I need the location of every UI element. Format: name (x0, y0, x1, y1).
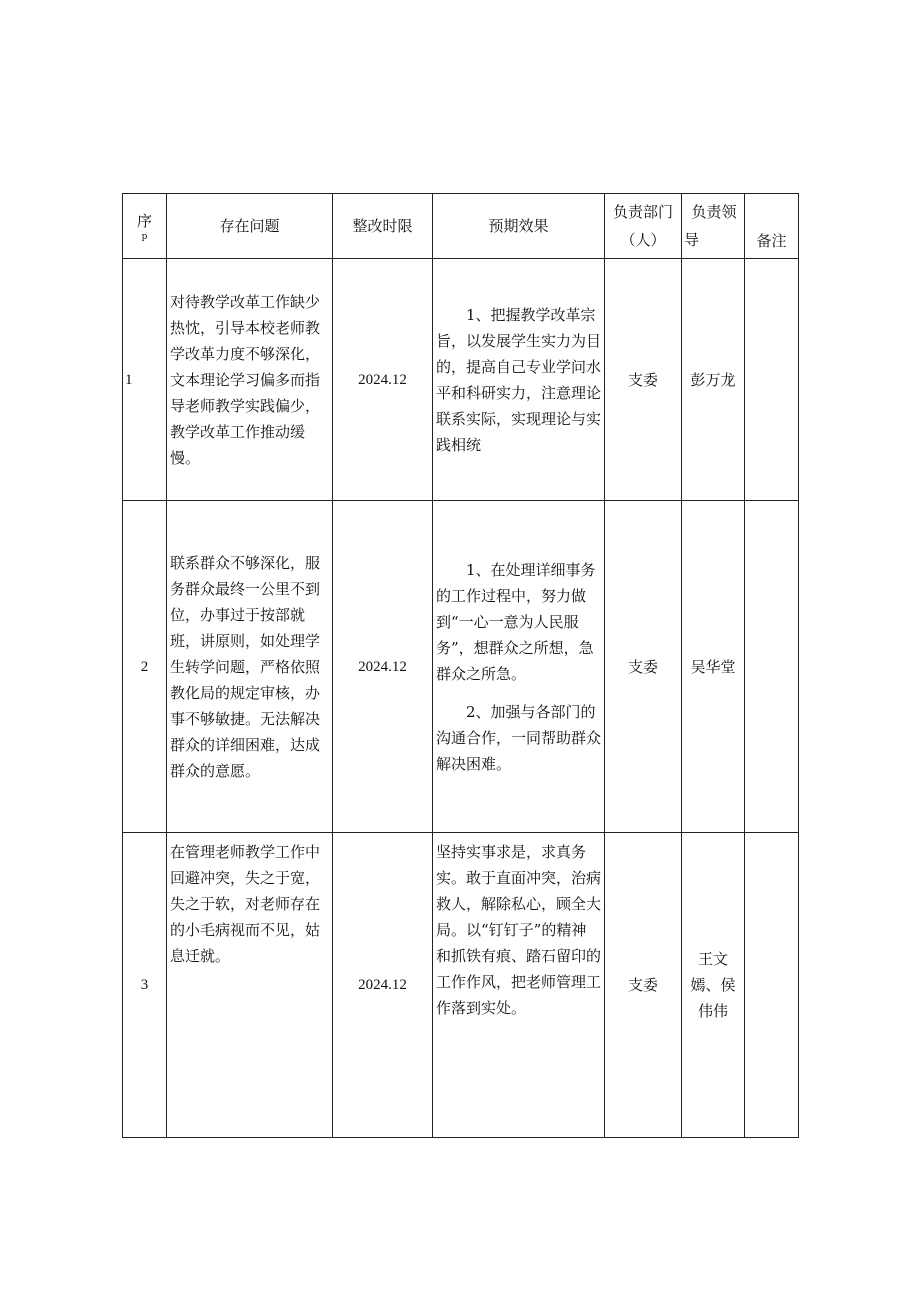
rectification-table (122, 193, 799, 1138)
row-leader: 彭万龙 (682, 259, 745, 501)
table-row (123, 501, 799, 833)
row-effect (433, 259, 605, 501)
header-problem: 存在问题 (167, 194, 333, 259)
row-deadline: 2024.12 (333, 501, 433, 833)
table-row (123, 259, 799, 501)
header-leader-line2: 导 (684, 231, 700, 249)
header-dept-line1: 负责部门 (612, 203, 673, 221)
header-seq (123, 194, 167, 259)
row-note (745, 501, 799, 833)
header-leader (682, 194, 745, 259)
row-leader: 王文嫣、侯伟伟 (682, 833, 745, 1138)
effect-paragraph-2: 2、加强与各部门的沟通合作，一同帮助群众解决困难。 (436, 702, 602, 773)
header-dept-line2: （人） (620, 231, 666, 249)
row-seq: 2 (123, 501, 167, 833)
row-effect (433, 501, 605, 833)
header-dept (605, 194, 682, 259)
row-note (745, 259, 799, 501)
effect-paragraph-1: 1、把握教学改革宗旨，以发展学生实力为目的，提高自己专业学问水平和科研实力，注意理论联系实际，实现理论与实践相统 (436, 305, 602, 454)
header-deadline: 整改时限 (333, 194, 433, 259)
header-note: 备注 (745, 194, 799, 259)
row-seq: 3 (123, 833, 167, 1138)
header-row (123, 194, 799, 259)
effect-paragraph-1: 1、在处理详细事务的工作过程中，努力做到“一心一意为人民服务”，想群众之所想，急群众之所急。 (436, 560, 596, 683)
header-seq-mark: p (141, 232, 148, 242)
row-problem: 在管理老师教学工作中回避冲突，失之于宽，失之于软，对老师存在的小毛病视而不见，姑息迁就。 (167, 833, 333, 1138)
header-leader-line1: 负责领 (691, 203, 737, 221)
row-deadline: 2024.12 (333, 259, 433, 501)
row-seq: 1 (123, 259, 167, 501)
row-dept: 支委 (605, 501, 682, 833)
row-effect (433, 833, 605, 1138)
row-leader: 吴华堂 (682, 501, 745, 833)
row-problem: 对待教学改革工作缺少热忱，引导本校老师教学改革力度不够深化，文本理论学习偏多而指导老师教学实践偏少，教学改革工作推动缓慢。 (167, 259, 333, 501)
row-note (745, 833, 799, 1138)
row-dept: 支委 (605, 833, 682, 1138)
header-effect: 预期效果 (433, 194, 605, 259)
effect-paragraph-1: 坚持实事求是，求真务实。敢于直面冲突，治病救人，解除私心，顾全大局。以“钉钉子”的精神和抓铁有痕、踏石留印的工作作风，把老师管理工作落到实处。 (436, 843, 602, 1017)
row-dept: 支委 (605, 259, 682, 501)
row-problem: 联系群众不够深化，服务群众最终一公里不到位，办事过于按部就班，讲原则，如处理学生转学问题，严格依照教化局的规定审核，办事不够敏捷。无法解决群众的详细困难，达成群众的意愿。 (167, 501, 333, 833)
row-deadline: 2024.12 (333, 833, 433, 1138)
header-seq-label: 序 (136, 212, 152, 230)
table-row (123, 833, 799, 1138)
